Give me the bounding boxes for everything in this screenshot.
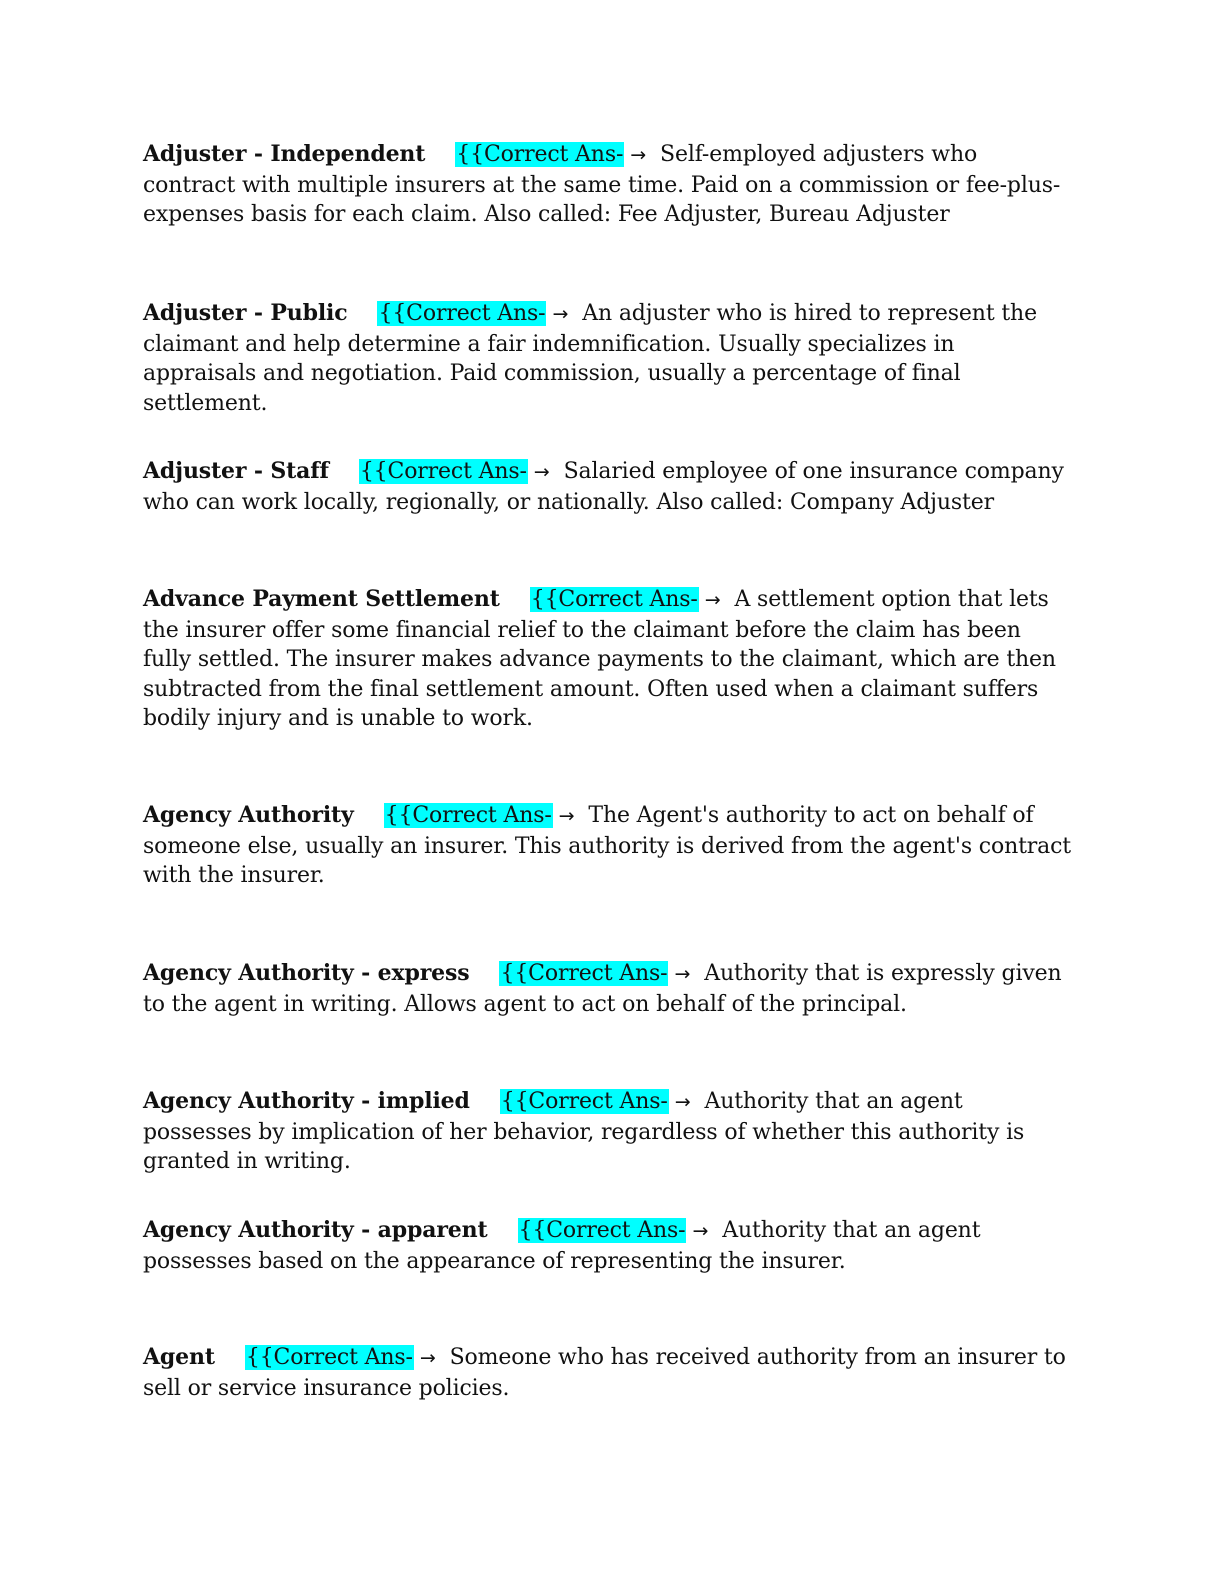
correct-answer-highlight: {{Correct Ans- (378, 301, 546, 326)
entry-term: Agency Authority (143, 802, 354, 828)
right-arrow-icon: → (533, 461, 550, 483)
entry-term: Adjuster - Public (143, 300, 348, 326)
entry-term: Agent (143, 1344, 215, 1370)
entry-definition: Someone who has received authority from an insurer to sell or service insurance policies. (143, 1345, 1066, 1401)
entry-definition: Salaried employee of one insurance company who can work locally, regionally, or nationally. Also called: Company Adjuster (143, 459, 1064, 515)
glossary-entry (143, 959, 1073, 1019)
glossary-entry (143, 1343, 1073, 1403)
right-arrow-icon: → (704, 589, 721, 611)
right-arrow-icon: → (419, 1347, 436, 1369)
entry-term: Agency Authority - express (143, 960, 470, 986)
glossary-entry (143, 299, 1073, 418)
correct-answer-highlight: {{Correct Ans- (359, 459, 527, 484)
glossary-entry (143, 1216, 1073, 1276)
entry-definition: Authority that an agent possesses based on the appearance of representing the insurer. (143, 1218, 981, 1274)
right-arrow-icon: → (692, 1220, 709, 1242)
entry-term: Adjuster - Independent (143, 141, 426, 167)
right-arrow-icon: → (558, 805, 575, 827)
entry-definition: The Agent's authority to act on behalf of someone else, usually an insurer. This authority is derived from the agent's contract with the insurer. (143, 803, 1071, 889)
glossary-entry (143, 801, 1073, 891)
glossary-entry (143, 1087, 1073, 1177)
right-arrow-icon: → (674, 1091, 691, 1113)
entry-term: Adjuster - Staff (143, 458, 329, 484)
entry-definition: An adjuster who is hired to represent the claimant and help determine a fair indemnification. Usually specializes in appraisals and negotiation. Paid commission, usually a percentage of final settlement. (143, 301, 1037, 416)
correct-answer-highlight: {{Correct Ans- (530, 587, 698, 612)
entry-definition: Self-employed adjusters who contract with multiple insurers at the same time. Paid on a commission or fee-plus-expenses basis for each claim. Also called: Fee Adjuster, Bureau Adjuster (143, 142, 1061, 228)
right-arrow-icon: → (552, 303, 569, 325)
correct-answer-highlight: {{Correct Ans- (245, 1345, 413, 1370)
glossary-entry (143, 140, 1073, 230)
correct-answer-highlight: {{Correct Ans- (500, 1089, 668, 1114)
entry-definition: A settlement option that lets the insurer offer some financial relief to the claimant before the claim has been fully settled. The insurer makes advance payments to the claimant, which are then subtracted from the final settlement amount. Often used when a claimant suffers bodily injury and is unable to work. (143, 587, 1056, 732)
glossary-entry (143, 585, 1073, 734)
entry-definition: Authority that is expressly given to the agent in writing. Allows agent to act on behalf of the principal. (143, 961, 1062, 1017)
entry-term: Agency Authority - apparent (143, 1217, 488, 1243)
correct-answer-highlight: {{Correct Ans- (500, 961, 668, 986)
entry-definition: Authority that an agent possesses by implication of her behavior, regardless of whether this authority is granted in writing. (143, 1089, 1025, 1175)
entry-term: Agency Authority - implied (143, 1088, 470, 1114)
correct-answer-highlight: {{Correct Ans- (518, 1218, 686, 1243)
right-arrow-icon: → (674, 963, 691, 985)
right-arrow-icon: → (630, 144, 647, 166)
glossary-entry (143, 457, 1073, 517)
correct-answer-highlight: {{Correct Ans- (384, 803, 552, 828)
entry-term: Advance Payment Settlement (143, 586, 500, 612)
correct-answer-highlight: {{Correct Ans- (456, 142, 624, 167)
